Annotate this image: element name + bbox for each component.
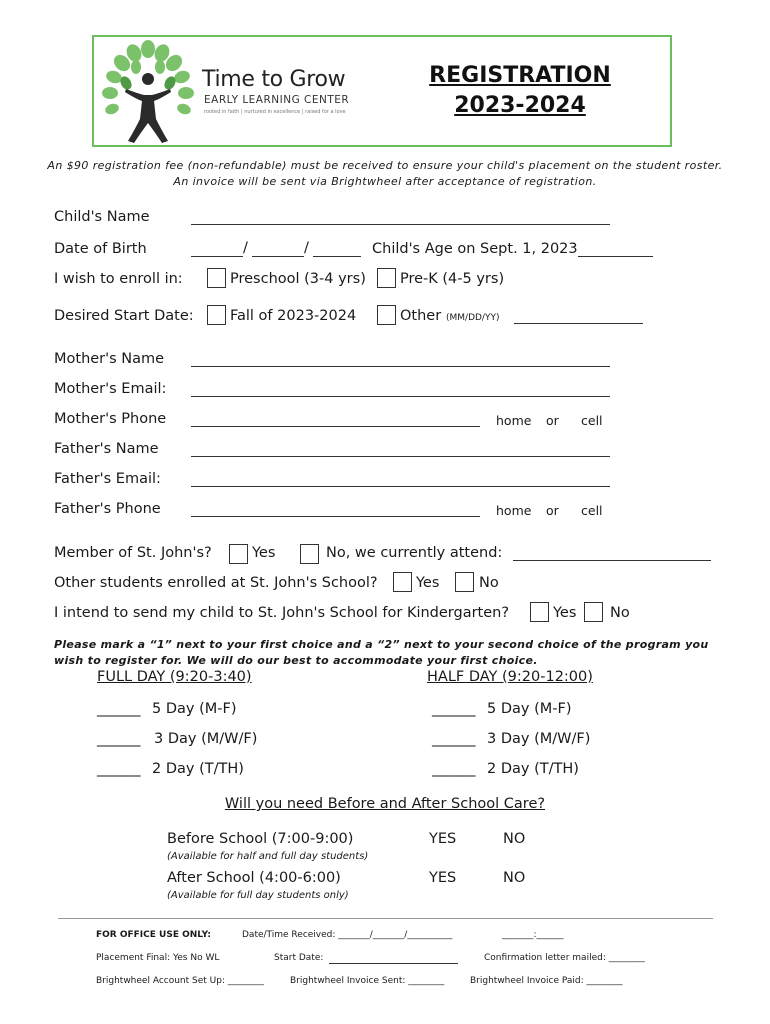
half-2day-blank[interactable]: ______ xyxy=(432,761,476,777)
after-school-no[interactable]: NO xyxy=(503,870,526,886)
full-2day-blank[interactable]: ______ xyxy=(97,761,141,777)
office-bw-invoice-sent: Brightwheel Invoice Sent: ________ xyxy=(290,976,445,986)
member-no-checkbox[interactable] xyxy=(300,544,319,564)
mother-phone-home[interactable]: home xyxy=(496,413,532,428)
father-name-field[interactable] xyxy=(191,456,610,457)
full-day-title: FULL DAY (9:20-3:40) xyxy=(97,669,252,685)
father-phone-field[interactable] xyxy=(191,516,480,517)
before-school-label: Before School (7:00-9:00) xyxy=(167,831,354,847)
office-bw-setup: Brightwheel Account Set Up: ________ xyxy=(96,976,264,986)
brand-name: Time to Grow xyxy=(202,67,346,92)
office-bw-invoice-paid: Brightwheel Invoice Paid: ________ xyxy=(470,976,623,986)
half-5day-label: 5 Day (M-F) xyxy=(487,701,572,717)
office-title: FOR OFFICE USE ONLY: xyxy=(96,930,211,940)
mother-phone-or: or xyxy=(546,413,559,428)
preschool-option-label: Preschool (3-4 yrs) xyxy=(230,271,366,287)
before-school-note: (Available for half and full day students) xyxy=(167,851,369,862)
other-date-format: (MM/DD/YY) xyxy=(446,313,500,323)
dob-slash-2: / xyxy=(304,240,309,256)
enroll-label: I wish to enroll in: xyxy=(54,271,183,287)
mother-phone-cell[interactable]: cell xyxy=(581,413,603,428)
before-school-no[interactable]: NO xyxy=(503,831,526,847)
start-date-label: Desired Start Date: xyxy=(54,308,194,324)
fee-notice-line2: An invoice will be sent via Brightwheel after acceptance of registration. xyxy=(173,175,597,188)
other-date-field[interactable] xyxy=(514,323,643,324)
mother-email-field[interactable] xyxy=(191,396,610,397)
half-5day-blank[interactable]: ______ xyxy=(432,701,476,717)
mother-name-label: Mother's Name xyxy=(54,351,165,367)
office-divider xyxy=(58,918,713,919)
preschool-checkbox[interactable] xyxy=(207,268,226,288)
brand-tagline: rooted in faith | nurtured in excellence | raised for a love xyxy=(204,109,346,115)
other-students-yes-checkbox[interactable] xyxy=(393,572,412,592)
other-date-checkbox[interactable] xyxy=(377,305,396,325)
kindergarten-question: I intend to send my child to St. John's School for Kindergarten? xyxy=(54,605,510,621)
mother-email-label: Mother's Email: xyxy=(54,381,167,397)
form-title-year: 2023-2024 xyxy=(454,93,586,118)
logo-tree-icon xyxy=(96,39,200,145)
full-5day-label: 5 Day (M-F) xyxy=(152,701,237,717)
other-students-no-checkbox[interactable] xyxy=(455,572,474,592)
header-box xyxy=(92,35,672,147)
office-time-blank: _______:______ xyxy=(502,930,564,940)
kindergarten-no-checkbox[interactable] xyxy=(584,602,603,622)
dob-label: Date of Birth xyxy=(54,241,147,257)
member-question: Member of St. John's? xyxy=(54,545,212,561)
age-field[interactable] xyxy=(578,256,653,257)
dob-year-field[interactable] xyxy=(313,256,361,257)
other-option-label: Other xyxy=(400,308,442,324)
full-3day-blank[interactable]: ______ xyxy=(97,731,141,747)
office-datetime: Date/Time Received: _______/_______/__________ xyxy=(242,930,453,940)
age-label: Child's Age on Sept. 1, 2023 xyxy=(372,241,578,257)
kindergarten-yes-label: Yes xyxy=(553,605,577,621)
father-phone-or: or xyxy=(546,503,559,518)
office-placement: Placement Final: Yes No WL xyxy=(96,953,220,963)
kindergarten-yes-checkbox[interactable] xyxy=(530,602,549,622)
dob-slash-1: / xyxy=(243,240,248,256)
fall-option-label: Fall of 2023-2024 xyxy=(230,308,357,324)
member-yes-checkbox[interactable] xyxy=(229,544,248,564)
full-5day-blank[interactable]: ______ xyxy=(97,701,141,717)
brand-subtitle: EARLY LEARNING CENTER xyxy=(204,94,350,106)
full-2day-label: 2 Day (T/TH) xyxy=(152,761,244,777)
half-3day-blank[interactable]: ______ xyxy=(432,731,476,747)
before-school-yes[interactable]: YES xyxy=(429,831,457,847)
other-students-no-label: No xyxy=(479,575,499,591)
dob-month-field[interactable] xyxy=(191,256,243,257)
kindergarten-no-label: No xyxy=(610,605,630,621)
full-3day-label: 3 Day (M/W/F) xyxy=(154,731,258,747)
father-phone-label: Father's Phone xyxy=(54,501,161,517)
fall-checkbox[interactable] xyxy=(207,305,226,325)
member-no-label: No, we currently attend: xyxy=(326,545,503,561)
father-phone-home[interactable]: home xyxy=(496,503,532,518)
fee-notice-line1: An $90 registration fee (non-refundable) must be received to ensure your child's placement on the student roster. xyxy=(47,159,723,172)
form-title-line1: REGISTRATION xyxy=(429,63,611,88)
other-students-yes-label: Yes xyxy=(416,575,440,591)
care-title: Will you need Before and After School Care? xyxy=(224,796,546,812)
after-school-yes[interactable]: YES xyxy=(429,870,457,886)
father-email-label: Father's Email: xyxy=(54,471,161,487)
half-day-title: HALF DAY (9:20-12:00) xyxy=(427,669,593,685)
prek-checkbox[interactable] xyxy=(377,268,396,288)
mother-phone-label: Mother's Phone xyxy=(54,411,167,427)
mother-phone-field[interactable] xyxy=(191,426,480,427)
member-yes-label: Yes xyxy=(252,545,276,561)
form-title xyxy=(410,61,630,121)
father-name-label: Father's Name xyxy=(54,441,159,457)
office-confirmation: Confirmation letter mailed: ________ xyxy=(484,953,645,963)
child-name-field[interactable] xyxy=(191,224,610,225)
program-instruction: Please mark a “1” next to your first choice and a “2” next to your second choice of the program you wish to register for. We will do our best to accommodate your first choice. xyxy=(54,638,709,667)
after-school-label: After School (4:00-6:00) xyxy=(167,870,341,886)
office-start-date-line xyxy=(329,963,458,964)
after-school-note: (Available for full day students only) xyxy=(167,890,349,901)
current-church-field[interactable] xyxy=(513,560,711,561)
prek-option-label: Pre-K (4-5 yrs) xyxy=(400,271,505,287)
half-2day-label: 2 Day (T/TH) xyxy=(487,761,579,777)
father-email-field[interactable] xyxy=(191,486,610,487)
child-name-label: Child's Name xyxy=(54,209,150,225)
mother-name-field[interactable] xyxy=(191,366,610,367)
dob-day-field[interactable] xyxy=(252,256,304,257)
other-students-question: Other students enrolled at St. John's School? xyxy=(54,575,378,591)
office-start-date: Start Date: xyxy=(274,953,324,963)
father-phone-cell[interactable]: cell xyxy=(581,503,603,518)
half-3day-label: 3 Day (M/W/F) xyxy=(487,731,591,747)
